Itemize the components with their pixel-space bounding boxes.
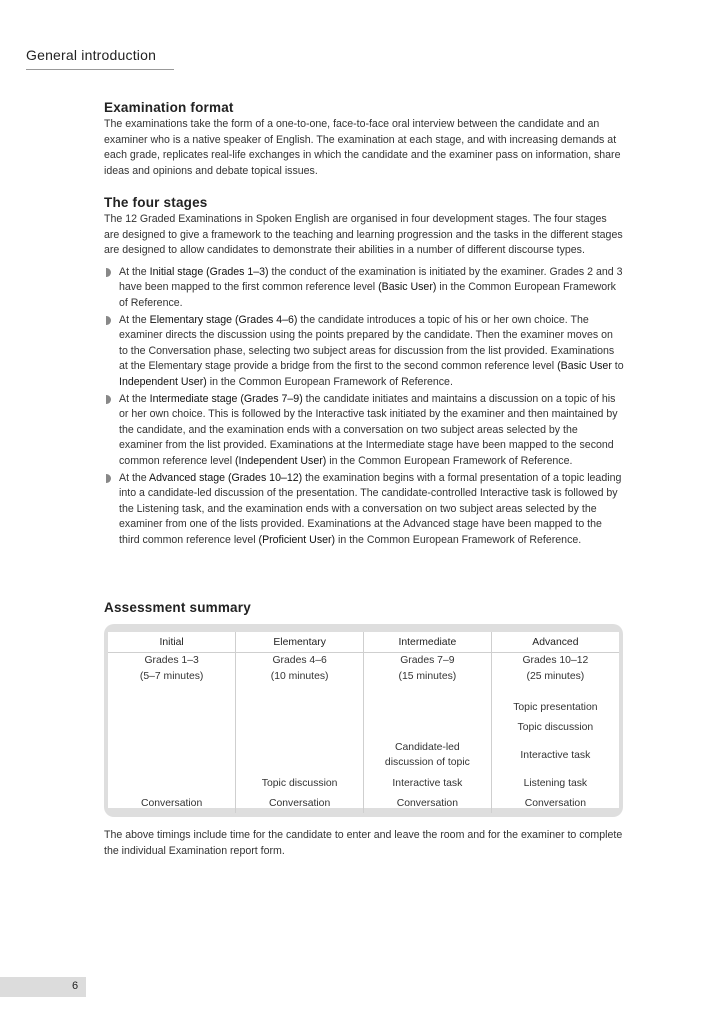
table-cell	[108, 773, 236, 793]
examination-format-section	[104, 100, 624, 179]
duration-label: (15 minutes)	[398, 671, 457, 682]
stage-name: Intermediate stage (Grades 7–9)	[149, 392, 303, 405]
stages-list	[104, 265, 624, 549]
table-cell	[108, 717, 236, 737]
table-cell	[108, 737, 236, 773]
bullet-marker-icon	[106, 395, 111, 404]
bullet-text: to	[611, 360, 624, 373]
section-header	[26, 47, 174, 70]
table-cell	[236, 697, 364, 717]
table-cell: Conversation	[364, 793, 492, 813]
page-number: 6	[72, 980, 79, 992]
stage-bullet-elementary	[104, 313, 624, 391]
timings-footnote: The above timings include time for the candidate to enter and leave the room and for the examiner to complete the individual Examination report form.	[104, 829, 623, 857]
table-cell: Interactive task	[491, 737, 619, 773]
bullet-text: At the	[119, 392, 150, 405]
column-header: Intermediate	[364, 632, 492, 653]
table-cell	[236, 653, 364, 698]
bullet-marker-icon	[106, 474, 111, 483]
grades-label: Grades 10–12	[522, 655, 589, 666]
table-cell: Interactive task	[364, 773, 492, 793]
table-row	[108, 717, 619, 737]
table-cell	[236, 737, 364, 773]
table-cell	[364, 697, 492, 717]
bullet-marker-icon	[106, 268, 111, 277]
table-cell: Topic discussion	[236, 773, 364, 793]
grades-label: Grades 7–9	[400, 655, 455, 666]
duration-label: (25 minutes)	[526, 671, 585, 682]
four-stages-section	[104, 195, 624, 549]
table-row	[108, 773, 619, 793]
four-stages-title: The four stages	[104, 195, 208, 210]
grades-label: Grades 1–3	[144, 655, 199, 666]
stage-bullet-intermediate	[104, 392, 624, 470]
four-stages-text: The 12 Graded Examinations in Spoken English are organised in four development stages. The four stages are designed to give a framework to the teaching and learning progression and the tasks in the different stages are designed to allow candidates to demonstrate their abilities in a number of different discourse types.	[104, 213, 623, 257]
bullet-text: the candidate initiates and maintains a discussion on a topic of his or her own choice. This is followed by the Interactive task initiated by the examiner and then maintained by the candidate, and the examination ends with a conversation on two subject areas selected by the examiner from the list provided. Examinations at the Intermediate stage have been mapped to the second common reference level	[119, 392, 618, 467]
assessment-summary-title: Assessment summary	[104, 600, 251, 615]
stage-name: Advanced stage (Grades 10–12)	[149, 471, 303, 484]
table-row-grades	[108, 653, 619, 698]
reference-level: (Basic User	[557, 360, 612, 373]
table-row	[108, 793, 619, 813]
bullet-text: At the	[119, 265, 150, 278]
examination-format-title: Examination format	[104, 100, 234, 115]
reference-level: Independent User)	[119, 375, 207, 388]
stage-name: Elementary stage (Grades 4–6)	[149, 313, 298, 326]
reference-level: (Basic User)	[378, 281, 437, 294]
assessment-summary-section	[104, 600, 624, 617]
assessment-summary-table-frame	[104, 624, 623, 817]
table-row	[108, 697, 619, 717]
examination-format-text: The examinations take the form of a one-to-one, face-to-face oral interview between the candidate and an examiner who is a native speaker of English. The examination at each stage, and with increasing demands at each grade, replicates real-life exchanges in which the candidate and the examiner pass on information, share ideas and opinions and debate topical issues.	[104, 118, 621, 177]
bullet-marker-icon	[106, 316, 111, 325]
stage-bullet-initial	[104, 265, 624, 312]
bullet-text: in the Common European Framework of Reference.	[326, 454, 573, 467]
table-row	[108, 737, 619, 773]
bullet-text: in the Common European Framework of Reference.	[335, 533, 582, 546]
table-cell	[491, 653, 619, 698]
table-cell	[236, 717, 364, 737]
table-cell: Conversation	[236, 793, 364, 813]
section-header-title: General introduction	[26, 47, 157, 63]
stage-name: Initial stage (Grades 1–3)	[149, 265, 269, 278]
assessment-summary-table	[108, 632, 619, 813]
table-cell: Conversation	[491, 793, 619, 813]
table-cell	[108, 697, 236, 717]
bullet-text: At the	[119, 313, 150, 326]
table-header-row	[108, 632, 619, 653]
table-cell: Listening task	[491, 773, 619, 793]
column-header: Initial	[108, 632, 236, 653]
bullet-text: in the Common European Framework of Reference.	[119, 281, 616, 309]
column-header: Elementary	[236, 632, 364, 653]
table-cell	[364, 653, 492, 698]
bullet-text: in the Common European Framework of Reference.	[206, 375, 453, 388]
bullet-text: the candidate introduces a topic of his or her own choice. The examiner directs the discussion using the points prepared by the candidate. Then the examiner moves on to the Conversation phase, selecting two subject areas for discussion from the list provided. Examinations at the Elementary stage provide a bridge from the first to the second common reference level	[119, 313, 615, 373]
reference-level: (Proficient User)	[258, 533, 336, 546]
column-header: Advanced	[491, 632, 619, 653]
table-cell	[108, 653, 236, 698]
table-cell: Topic discussion	[491, 717, 619, 737]
grades-label: Grades 4–6	[272, 655, 327, 666]
page-number-tab	[0, 977, 86, 997]
stage-bullet-advanced	[104, 471, 624, 549]
reference-level: (Independent User)	[235, 454, 327, 467]
table-cell: Conversation	[141, 797, 203, 809]
table-cell: Topic presentation	[491, 697, 619, 717]
bullet-text: At the	[119, 471, 150, 484]
duration-label: (5–7 minutes)	[139, 671, 204, 682]
table-cell	[364, 717, 492, 737]
duration-label: (10 minutes)	[270, 671, 329, 682]
assessment-summary-table-body	[108, 632, 619, 808]
bullet-text: the conduct of the examination is initiated by the examiner. Grades 2 and 3 have been mapped to the first common reference level	[119, 265, 623, 294]
bullet-text: the examination begins with a formal presentation of a topic leading into a candidate-led discussion of the presentation. The candidate-controlled Interactive task is followed by the Listening task, and the examination ends with a conversation on two subject areas selected by the examiner from one of the lists provided. Examinations at the Advanced stage have been mapped to the third common reference level	[119, 471, 622, 546]
table-cell: Candidate-led discussion of topic	[364, 737, 492, 773]
